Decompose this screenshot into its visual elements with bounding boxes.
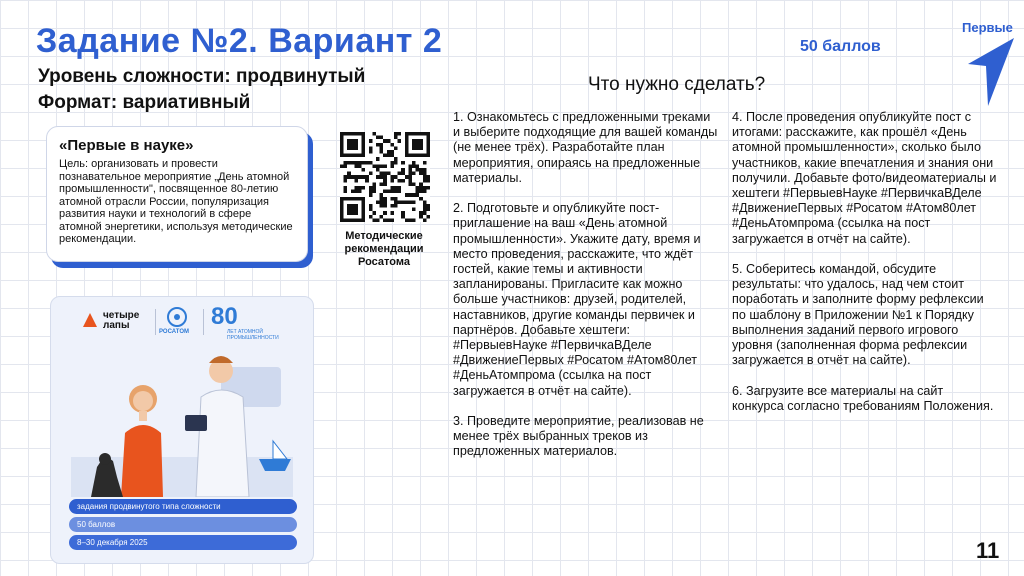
rosatom-logo-icon [167, 307, 187, 327]
scientists-illustration [51, 337, 313, 497]
qr-caption: Методические рекомендации Росатома [344, 230, 424, 268]
poster-80-logo: 80 [211, 303, 238, 330]
poster-bar-type: задания продвинутого типа сложности [69, 499, 297, 514]
poster-80-caption: ЛЕТ АТОМНОЙ ПРОМЫШЛЕННОСТИ [227, 329, 279, 341]
poster-brand-rosatom: РОСАТОМ [159, 329, 189, 335]
poster-brand-paws: четыре лапы [103, 310, 140, 331]
task-format: Формат: вариативный [38, 92, 251, 113]
poster-bar-dates: 8–30 декабря 2025 [69, 535, 297, 550]
brand-arrow-icon [962, 36, 1016, 108]
track-card [46, 126, 308, 262]
steps-column-1: 1. Ознакомьтесь с предложенными треками и выберите подходящие для вашей команды (не менее трёх). Разработайте план мероприятия, опираясь на предложенные материалы. 2. Подготовьте и опубликуйте пост-приглашение на ваш «День атомной промышленности». Укажите дату, время и место проведения, расскажите, что ждёт гостей, какие темы и активности запланированы. Пригласите как можно больше участников: друзей, родителей, наставников, другие команды первичек и партнёров. Добавьте хештеги: #ПервыевНауке #ПервичкаВДеле #ДвижениеПервых #Росатом #Атом80лет #ДеньАтомпрома (ссылка на пост загружается в отчёт на сайте). 3. Проведите мероприятие, реализовав не менее трёх выбранных треков из предложенных материалов. [453, 110, 718, 459]
event-poster [50, 296, 314, 564]
qr-code[interactable] [340, 132, 430, 222]
paw-logo-icon [81, 311, 99, 329]
poster-bar-points: 50 баллов [69, 517, 297, 532]
page-title: Задание №2. Вариант 2 [36, 22, 443, 60]
track-card-text: Цель: организовать и провести познавательное мероприятие „День атомной промышленности", посвященное 80-летию атомной отрасли России, популяризация развития науки и технологий в сфере атомной энергетики, используя методические рекомендации. [59, 158, 293, 245]
page-number: 11 [976, 538, 1000, 563]
brand-logo-text: Первые [962, 20, 1013, 35]
difficulty-level: Уровень сложности: продвинутый [38, 66, 366, 87]
steps-column-2: 4. После проведения опубликуйте пост с итогами: расскажите, как прошёл «День атомной промышленности», сколько было участников, какие впечатления и знания они получили. Добавьте фото/видеоматериалы и хештеги #ПервыевНауке #ПервичкаВДеле #ДвижениеПервых #Росатом #Атом80лет #ДеньАтомпрома (ссылка на пост загружается в отчёт на сайте). 5. Соберитесь командой, обсудите результаты: что удалось, над чем стоит поработать и заполните форму рефлексии по шаблону в Приложении №1 к Порядку выполнения заданий первого игрового уровня (заполненная форма рефлексии загружается в отчёт на сайте). 6. Загрузите все материалы на сайт конкурса согласно требованиям Положения. [732, 110, 997, 413]
what-to-do-heading: Что нужно сделать? [588, 74, 766, 95]
points-label: 50 баллов [800, 38, 881, 55]
track-card-title: «Первые в науке» [59, 137, 194, 154]
